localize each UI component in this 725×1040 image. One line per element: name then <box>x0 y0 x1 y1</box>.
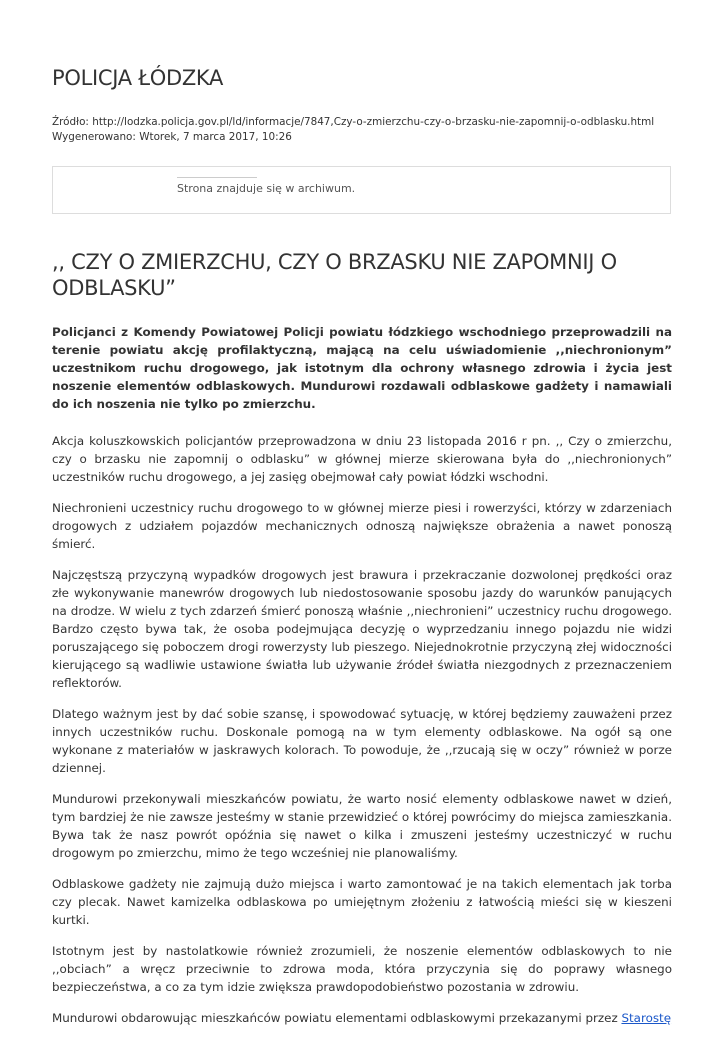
article-paragraph-8-text: Mundurowi obdarowując mieszkańców powiatu elementami odblaskowymi przekazanymi przez <box>52 1011 622 1025</box>
archive-notice-box <box>52 166 671 214</box>
source-url: Źródło: http://lodzka.policja.gov.pl/ld/informacje/7847,Czy-o-zmierzchu-czy-o-brzasku-nie-zapomnij-o-odblasku.html <box>52 116 655 128</box>
document-meta <box>52 115 654 145</box>
article-lead: Policjanci z Komendy Powiatowej Policji powiatu łódzkiego wschodniego przeprowadzili na terenie powiatu akcję profilaktyczną, mającą na celu uświadomienie ,,niechronionym” uczestnikom ruchu drogowego, jak istotnym dla ochrony własnego zdrowia i życia jest noszenie elementów odblaskowych. Mundurowi rozdawali odblaskowe gadżety i namawiali do ich noszenia nie tylko po zmierzchu. <box>52 325 672 411</box>
article-paragraph-2: Niechronieni uczestnicy ruchu drogowego to w głównej mierze piesi i rowerzyści, którzy w zdarzeniach drogowych z udziałem pojazdów mechanicznych odnoszą największe obrażenia a nawet ponoszą śmierć. <box>52 501 672 551</box>
article-paragraph-7: Istotnym jest by nastolatkowie również zrozumieli, że noszenie elementów odblaskowych to nie ,,obciach” a wręcz przeciwnie to zdrowa moda, która przyczynia się do poprawy własnego bezpieczeństwa, a co za tym idzie zwiększa prawdopodobieństwo pozostania w zdrowiu. <box>52 944 672 994</box>
article-paragraph-4: Dlatego ważnym jest by dać sobie szansę, i spowodować sytuację, w której będziemy zauważeni przez innych uczestników ruchu. Doskonale pomogą na w tym elementy odblaskowe. Na ogół są one wykonane z materiałów w jaskrawych kolorach. To powoduje, że ,,rzucają się w oczy” również w porze dziennej. <box>52 707 672 775</box>
archive-notice: Strona znajduje się w archiwum. <box>177 182 356 195</box>
article-body <box>52 323 672 1040</box>
article-paragraph-6: Odblaskowe gadżety nie zajmują dużo miejsca i warto zamontować je na takich elementach jak torba czy plecak. Nawet kamizelka odblaskowa po umiejętnym złożeniu z łatwością mieści się w kieszeni kurtki. <box>52 877 672 927</box>
article-paragraph-8 <box>52 1009 672 1027</box>
site-title: POLICJA ŁÓDZKA <box>52 66 224 90</box>
article-paragraph-3: Najczęstszą przyczyną wypadków drogowych jest brawura i przekraczanie dozwolonej prędkości oraz złe wykonywanie manewrów drogowych lub niedostosowanie sposobu jazdy do warunków panujących na drodze. W wielu z tych zdarzeń śmierć ponoszą właśnie ,,niechronieni” uczestnicy ruchu drogowego. Bardzo często bywa tak, że osoba podejmująca decyzję o wyprzedzaniu innego pojazdu nie widzi poruszającego się poboczem drogi rowerzysty lub pieszego. Niejednokrotnie przyczyną złej widoczności kierującego są wadliwie ustawione światła lub używanie źródeł światła niezgodnych z przeznaczeniem reflektorów. <box>52 568 672 690</box>
article-paragraph-5: Mundurowi przekonywali mieszkańców powiatu, że warto nosić elementy odblaskowe nawet w dzień, tym bardziej że nie zawsze jesteśmy w stanie przewidzieć o której powrócimy do miejsca zamieszkania. Bywa tak że nasz powrót opóźnia się nawet o kilka i zmuszeni jesteśmy uczestniczyć w ruchu drogowym po zmierzchu, mimo że tego wcześniej nie planowaliśmy. <box>52 792 672 860</box>
generated-date: Wygenerowano: Wtorek, 7 marca 2017, 10:26 <box>52 131 292 143</box>
article-title: ,, CZY O ZMIERZCHU, CZY O BRZASKU NIE ZAPOMNIJ O ODBLASKU” <box>52 250 617 300</box>
article-paragraph-1: Akcja koluszkowskich policjantów przeprowadzona w dniu 23 listopada 2016 r pn. ,, Czy o zmierzchu, czy o brzasku nie zapomnij o odblasku” w głównej mierze skierowana była do ,,niechronionych” uczestników ruchu drogowego, a jej zasięg obejmował cały powiat łódzki wschodni. <box>52 434 672 484</box>
starosta-link[interactable]: Starostę <box>621 1011 672 1025</box>
archive-notice-divider <box>177 177 257 178</box>
